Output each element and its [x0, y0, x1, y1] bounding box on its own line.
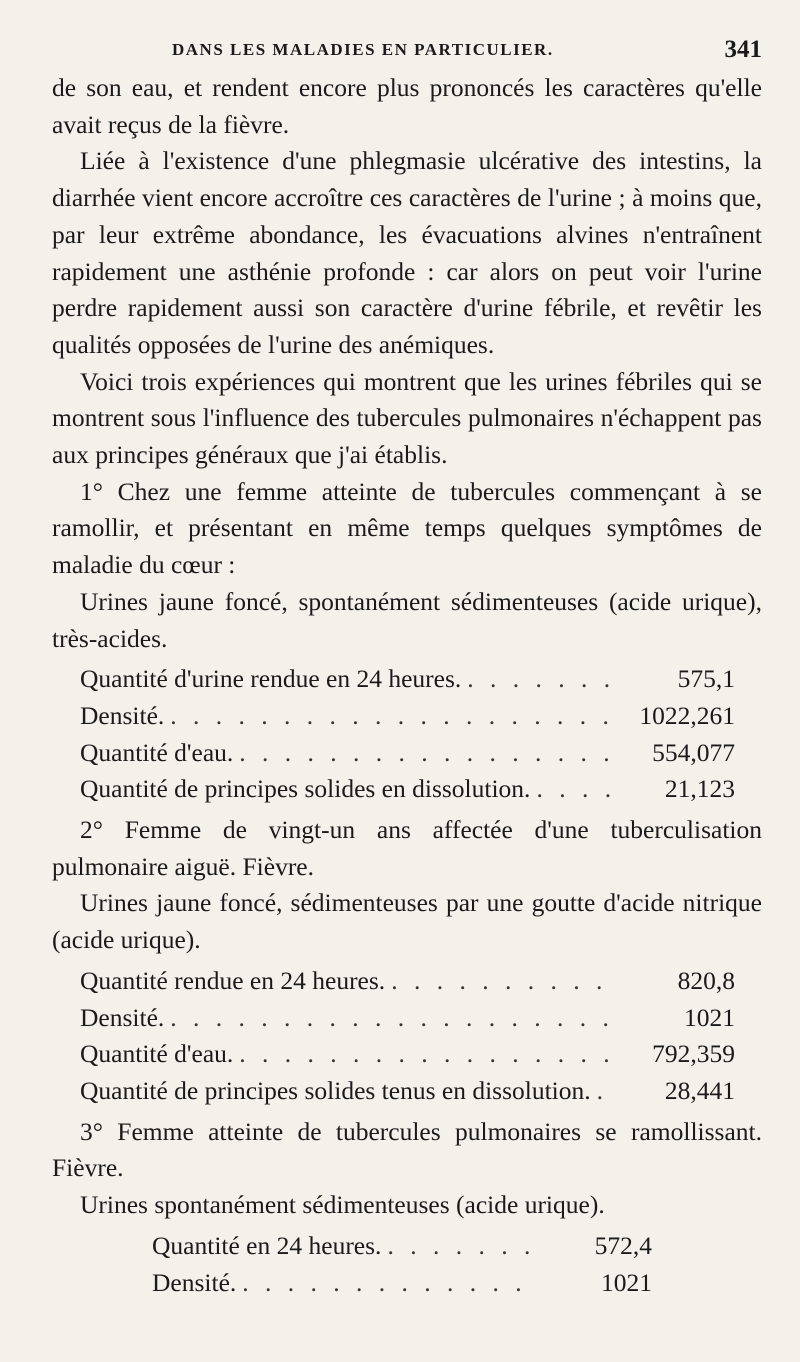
- measurements-table-3: [152, 1228, 652, 1301]
- leader-dots: [467, 661, 619, 698]
- measurements-table-2: [80, 963, 735, 1110]
- leader-dots: [597, 1073, 619, 1110]
- leader-dots: [391, 963, 619, 1000]
- row-value: 572,4: [594, 1230, 652, 1260]
- row-value: 21,123: [664, 774, 735, 804]
- row-label: Quantité d'urine rendue en 24 heures.: [80, 664, 462, 694]
- row-value: 792,359: [652, 1039, 735, 1069]
- running-title: DANS LES MALADIES EN PARTICULIER.: [172, 40, 554, 59]
- paragraph-4: 1° Chez une femme atteinte de tubercules commençant à se ramollir, et présentant en même temps quelques symptômes de maladie du cœur :: [52, 476, 762, 580]
- row-value: 554,077: [652, 737, 735, 767]
- measurements-table-1: [80, 661, 735, 808]
- table-row: [152, 1265, 652, 1302]
- page-header: [52, 30, 762, 70]
- table-row: [80, 771, 735, 808]
- row-label: Densité.: [152, 1267, 237, 1297]
- paragraph-9: Urines spontanément sédimenteuses (acide urique).: [80, 1190, 605, 1220]
- paragraph-8: 3° Femme atteinte de tubercules pulmonaires se ramollissant. Fièvre.: [52, 1116, 762, 1183]
- paragraph-7: Urines jaune foncé, sédimenteuses par une goutte d'acide nitrique (acide urique).: [52, 888, 762, 955]
- row-value: 575,1: [677, 664, 735, 694]
- table-row: [80, 735, 735, 772]
- row-label: Quantité d'eau.: [80, 737, 234, 767]
- paragraph-3: Voici trois expériences qui montrent que les urines fébriles qui se montrent sous l'influence des tubercules pulmonaires n'échappent pas aux principes généraux que j'ai établis.: [52, 366, 762, 470]
- row-label: Quantité rendue en 24 heures.: [80, 965, 386, 995]
- table-row: [80, 1000, 735, 1037]
- leader-dots: [239, 1036, 619, 1073]
- leader-dots: [239, 735, 619, 772]
- row-value: 1022,261: [639, 700, 735, 730]
- row-label: Quantité en 24 heures.: [152, 1230, 382, 1260]
- row-label: Densité.: [80, 700, 165, 730]
- row-value: 1021: [601, 1267, 652, 1297]
- paragraph-2: Liée à l'existence d'une phlegmasie ulcérative des intestins, la diarrhée vient encore accroître ces caractères de l'urine ; à moins que, par leur extrême abondance, les évacuations alvines n'entraînent rapidement une asthénie profonde : car alors on peut voir l'urine perdre rapidement aussi son caractère d'urine fébrile, et revêtir les qualités opposées de l'urine des anémiques.: [52, 146, 762, 359]
- table-row: [80, 963, 735, 1000]
- leader-dots: [170, 698, 619, 735]
- row-label: Densité.: [80, 1002, 165, 1032]
- row-value: 820,8: [677, 965, 735, 995]
- table-row: [80, 661, 735, 698]
- row-value: 1021: [684, 1002, 735, 1032]
- leader-dots: [536, 771, 619, 808]
- leader-dots: [170, 1000, 619, 1037]
- paragraph-6: 2° Femme de vingt-un ans affectée d'une tuberculisation pulmonaire aiguë. Fièvre.: [52, 815, 762, 881]
- table-row: [152, 1228, 652, 1265]
- table-row: [80, 1036, 735, 1073]
- paragraph-1: de son eau, et rendent encore plus prononcés les caractères qu'elle avait reçus de la fièvre.: [52, 73, 762, 139]
- row-value: 28,441: [664, 1075, 735, 1105]
- row-label: Quantité de principes solides tenus en dissolution.: [80, 1075, 591, 1105]
- leader-dots: [242, 1265, 536, 1302]
- book-page: [52, 30, 762, 1305]
- leader-dots: [387, 1228, 536, 1265]
- paragraph-5: Urines jaune foncé, spontanément sédimenteuses (acide urique), très-acides.: [52, 586, 762, 653]
- row-label: Quantité de principes solides en dissolution.: [80, 774, 531, 804]
- row-label: Quantité d'eau.: [80, 1039, 234, 1069]
- table-row: [80, 698, 735, 735]
- table-row: [80, 1073, 735, 1110]
- page-number: 341: [724, 36, 762, 63]
